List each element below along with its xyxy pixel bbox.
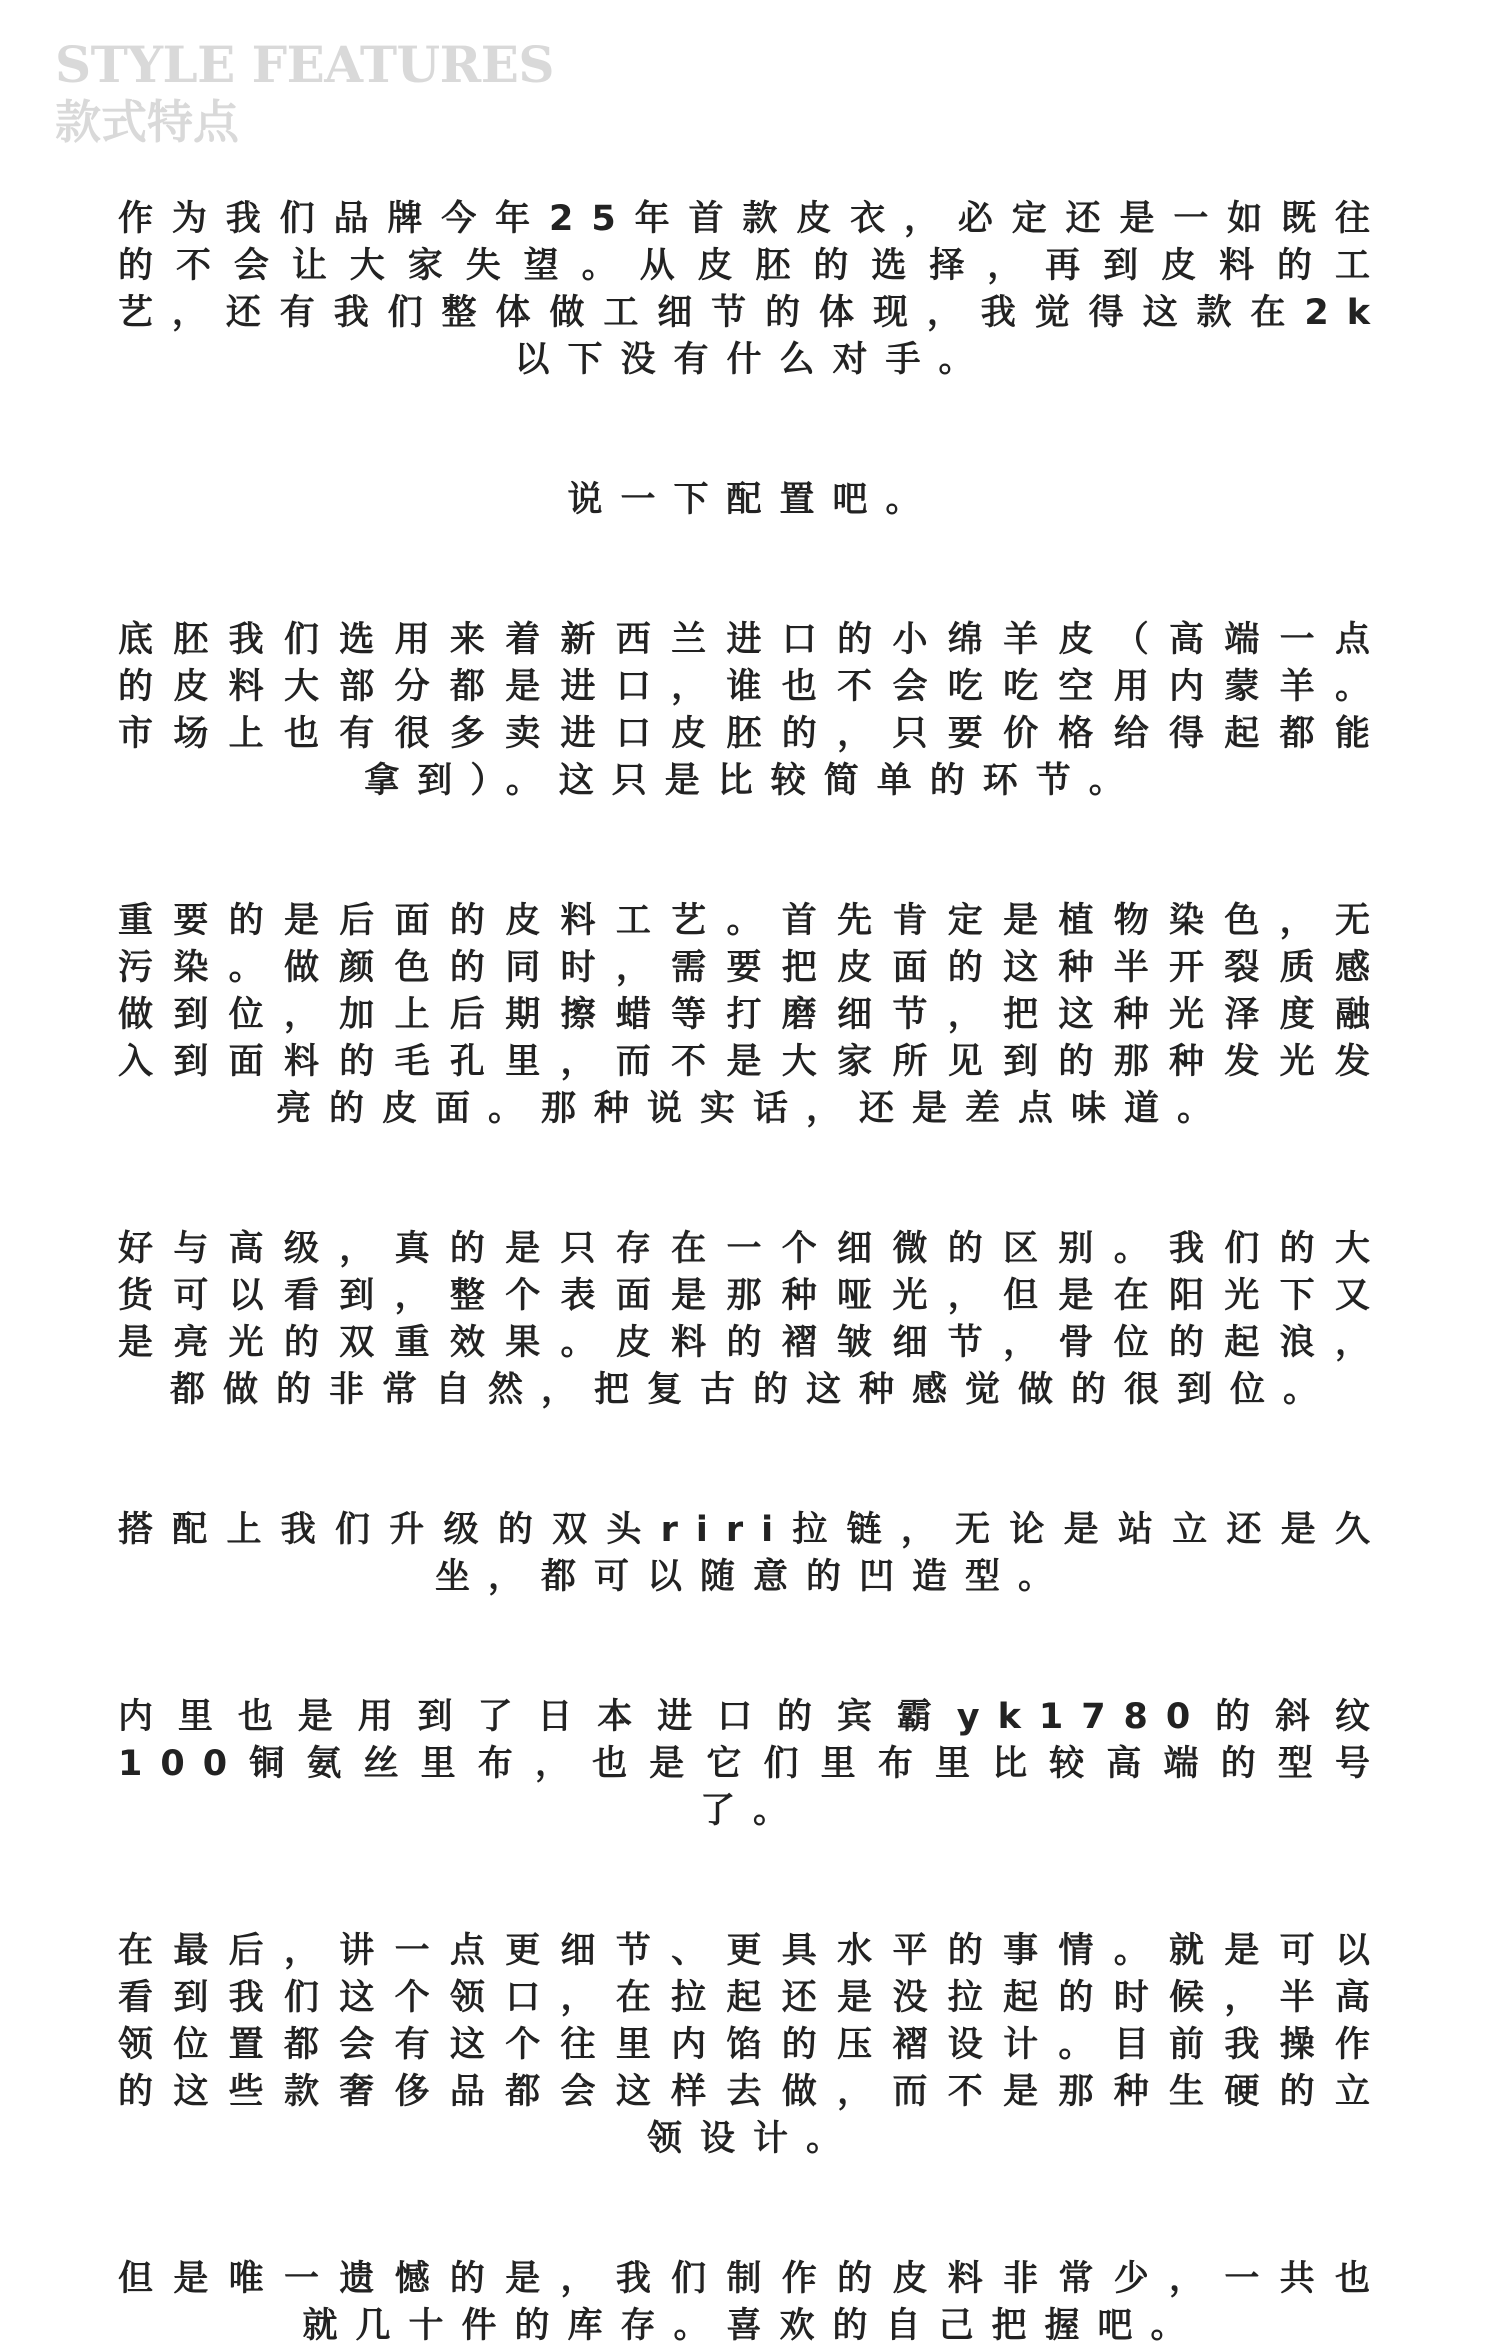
paragraph-collar: 在最后，讲一点更细节、更具水平的事情。就是可以看到我们这个领口，在拉起还是没拉起的时候，半高领位置都会有这个往里内馅的压褶设计。目前我操作的这些款奢侈品都会这样去做，而不是那种生硬的立领设计。 <box>118 1931 1388 2159</box>
paragraph-stock: 但是唯一遗憾的是，我们制作的皮料非常少，一共也就几十件的库存。喜欢的自己把握吧。 <box>118 2259 1388 2346</box>
section-title-zh: 款式特点 <box>55 95 239 149</box>
section-title-en: STYLE FEATURES <box>55 35 554 94</box>
paragraph-leather-craft: 重要的是后面的皮料工艺。首先肯定是植物染色，无污染。做颜色的同时，需要把皮面的这种半开裂质感做到位，加上后期擦蜡等打磨细节，把这种光泽度融入到面料的毛孔里，而不是大家所见到的那种发光发亮的皮面。那种说实话，还是差点味道。 <box>118 901 1388 1129</box>
article-body <box>118 196 1388 2350</box>
paragraph-zipper: 搭配上我们升级的双头riri拉链，无论是站立还是久坐，都可以随意的凹造型。 <box>118 1510 1388 1597</box>
paragraph-base-leather: 底胚我们选用来着新西兰进口的小绵羊皮（高端一点的皮料大部分都是进口，谁也不会吃吃空用内蒙羊。市场上也有很多卖进口皮胚的，只要价格给得起都能拿到）。这只是比较简单的环节。 <box>118 620 1388 801</box>
paragraph-intro: 作为我们品牌今年25年首款皮衣，必定还是一如既往的不会让大家失望。从皮胚的选择，再到皮料的工艺，还有我们整体做工细节的体现，我觉得这款在2k以下没有什么对手。 <box>118 199 1388 380</box>
paragraph-lining: 内里也是用到了日本进口的宾霸yk1780的斜纹100铜氨丝里布，也是它们里布里比较高端的型号了。 <box>118 1697 1388 1831</box>
section-header <box>55 36 554 150</box>
paragraph-config-heading: 说一下配置吧。 <box>567 480 939 520</box>
paragraph-finish-detail: 好与高级，真的是只存在一个细微的区别。我们的大货可以看到，整个表面是那种哑光，但是在阳光下又是亮光的双重效果。皮料的褶皱细节，骨位的起浪，都做的非常自然，把复古的这种感觉做的很到位。 <box>118 1229 1388 1410</box>
